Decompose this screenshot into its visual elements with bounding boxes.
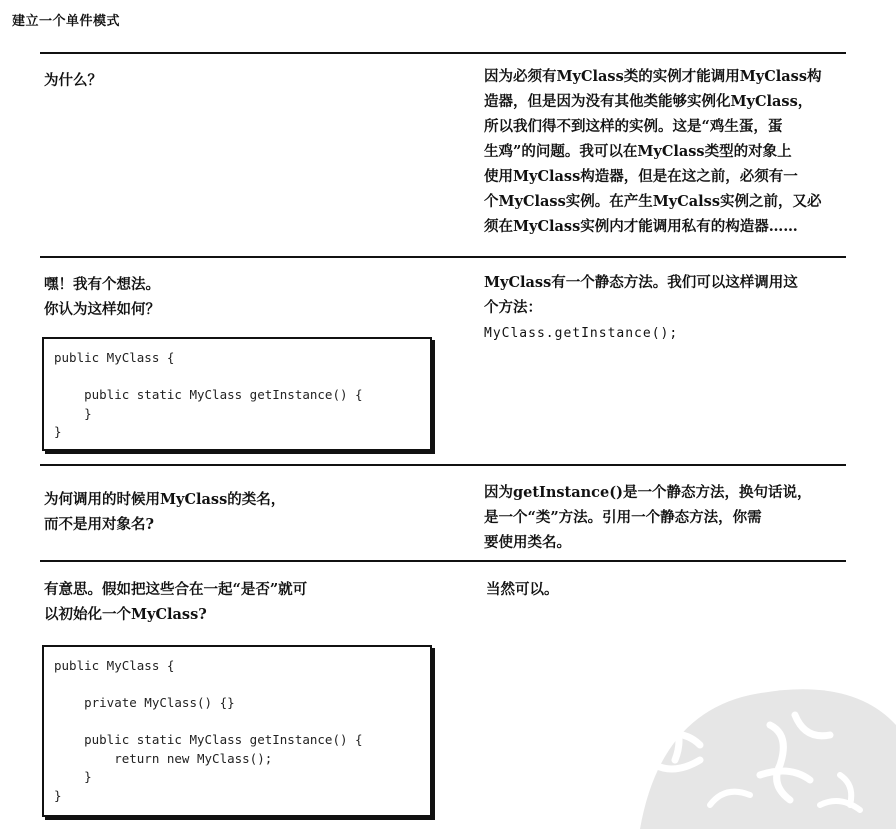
divider-rule [40,464,846,466]
section-heading: 建立一个单件模式 [12,14,121,29]
question-text: 嘿！我有个想法。 你认为这样如何？ [44,276,160,318]
question-text: 为什么？ [44,72,102,89]
code-text: public MyClass { private MyClass() {} public static MyClass getInstance() { return new MyClass(); } } [54,658,363,803]
code-text: public MyClass { public static MyClass getInstance() { } } [54,350,363,439]
answer-text: 因为getInstance()是一个静态方法，换句话说， 是一个“类”方法。引用一个静态方法，你需 要使用类名。 [484,484,812,551]
answer-text: 当然可以。 [486,581,559,598]
question-text: 有意思。假如把这些合在一起“是否”就可 以初始化一个MyClass? [44,581,308,623]
question-text: 为何调用的时候用MyClass的类名， 而不是用对象名? [44,491,286,533]
answer-code: MyClass.getInstance(); [484,326,679,341]
answer-text: 因为必须有MyClass类的实例才能调用MyClass构 造器，但是因为没有其他类能够实例化MyClass， 所以我们得不到这样的实例。这是“鸡生蛋，蛋 生鸡”的问题。我可以在MyClass类型的对象上 使用MyClass构造器，但是在这之前，必须有一 个MyClass实例。在产生MyCalss实例之前，又必 须在MyClass实例内才能调用私有的构造器…… [484,68,822,235]
divider-rule [40,560,846,562]
divider-rule [40,52,846,54]
divider-rule [40,256,846,258]
code-block [42,645,432,817]
seal-watermark [600,655,896,829]
code-block [42,337,432,451]
answer-text: MyClass有一个静态方法。我们可以这样调用这 个方法： [484,274,798,316]
